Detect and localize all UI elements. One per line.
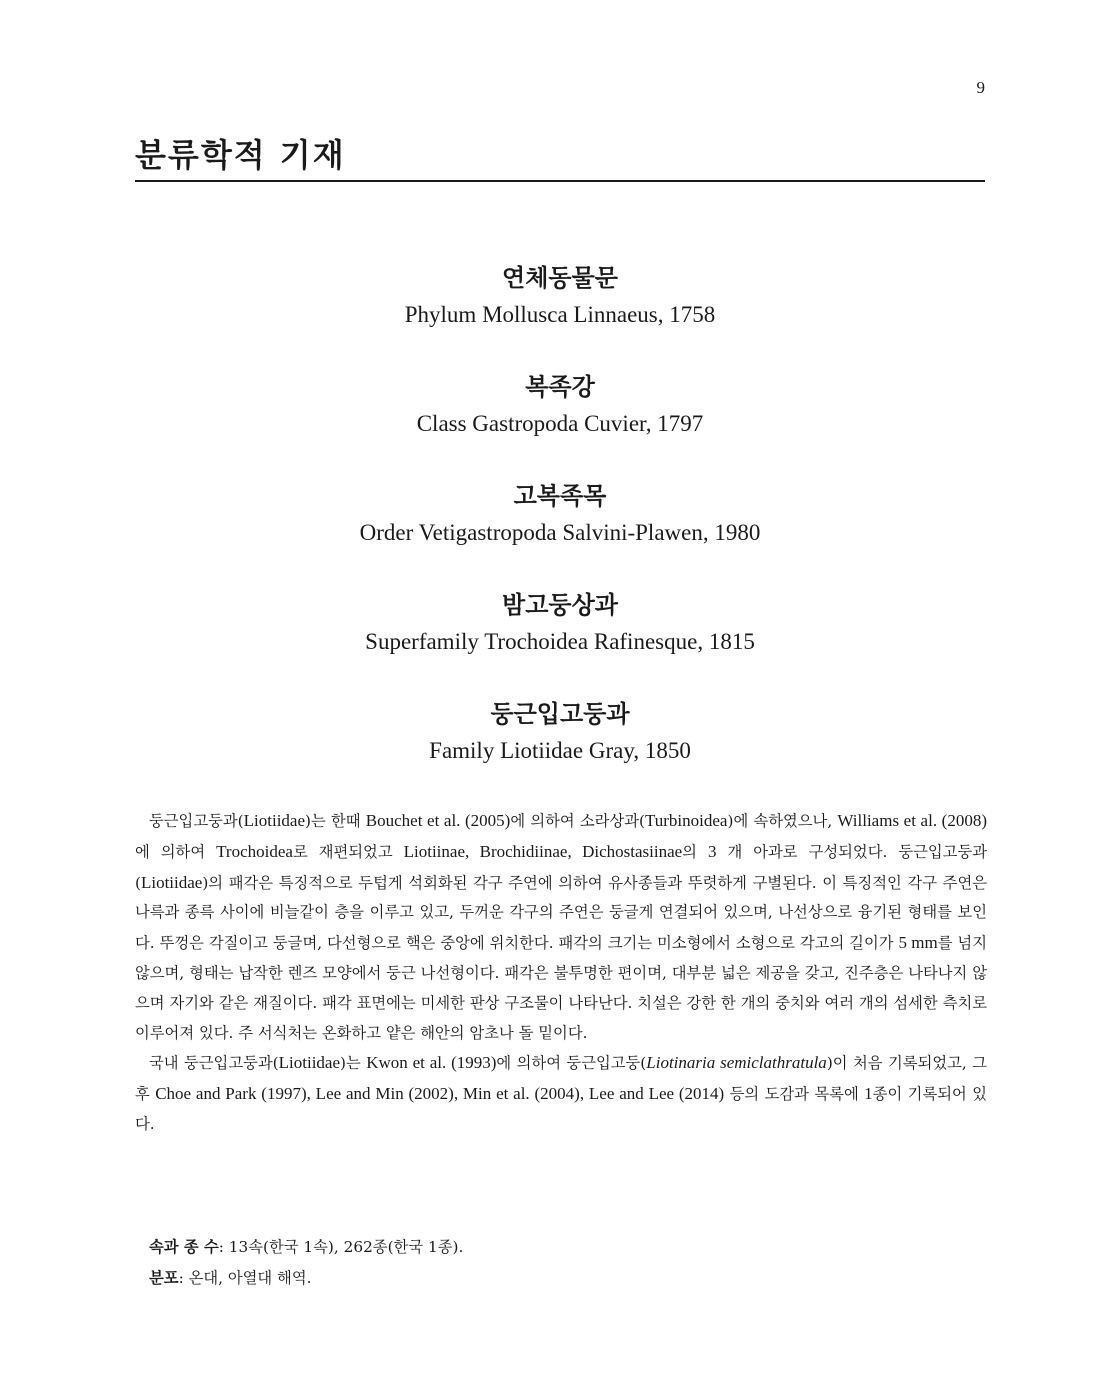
description-paragraph-1 — [135, 806, 987, 1048]
family-description — [135, 806, 987, 1140]
genera-species-count — [149, 1232, 979, 1263]
latin-text-run: Liotiidae — [140, 872, 203, 892]
distribution-value: : 온대, 아열대 해역. — [178, 1269, 312, 1287]
text-run: 로 재편되었고 — [292, 842, 404, 861]
taxon-scientific-name: Family Liotiidae Gray, 1850 — [429, 738, 691, 763]
taxon-scientific-name: Order Vetigastropoda Salvini-Plawen, 1980 — [359, 520, 761, 545]
text-run: 를 넘지 않으며, 형태는 납작한 렌즈 모양에서 둥근 나선형이다. 패각은 불투명한 편이며, 대부분 넓은 제공을 갖고, 진주층은 나타나지 않으며 자기와 같은 재질이다. 패각 표면에는 미세한 판상 구조물이 나타난다. 치설은 강한 한 개의 중치와 여러 개의 섬세한 측치로 이루어져 있다. 주 서식처는 온화하고 얕은 해안의 암초나 돌 밑이다. — [135, 934, 987, 1042]
text-run: 에 의하여 둥근입고둥( — [496, 1054, 647, 1073]
taxon-phylum — [135, 258, 985, 367]
latin-text-run: Bouchet et al. (2005) — [365, 811, 511, 830]
latin-text-run: Turbinoidea — [644, 811, 728, 830]
taxon-family — [135, 694, 985, 803]
description-paragraph-2 — [135, 1048, 987, 1139]
text-run: 개 아과로 구성되었다. 둥근입고둥과( — [135, 842, 988, 892]
taxon-korean-name: 고복족목 — [513, 481, 607, 510]
taxon-superfamily — [135, 585, 985, 694]
latin-text-run: Trochoidea — [216, 841, 293, 861]
text-run: 국내 둥근입고둥과( — [149, 1054, 279, 1073]
taxon-korean-name: 둥근입고둥과 — [490, 699, 630, 728]
text-run: )이 처음 기록되었고, 그 후 — [135, 1054, 987, 1104]
genera-species-value: : 13속(한국 1속), 262종(한국 1종). — [218, 1238, 464, 1256]
latin-text-run: Williams et al. (2008) — [837, 811, 987, 830]
distribution — [149, 1263, 979, 1294]
chapter-title: 분류학적 기재 — [135, 130, 985, 182]
taxon-order — [135, 476, 985, 585]
family-summary — [149, 1232, 979, 1294]
page-number: 9 — [976, 78, 985, 97]
latin-text-run: Choe and Park (1997), Lee and Min (2002), Min et al. (2004), Lee and Lee (2014) — [155, 1084, 725, 1104]
latin-text-run: Liotiinae, Brochidiinae, Dichostasiinae — [403, 841, 683, 861]
text-run: 의 — [682, 842, 708, 861]
text-run: )는 — [340, 1054, 367, 1073]
text-run: 둥근입고둥과( — [149, 812, 244, 830]
latin-text-run: Liotiidae — [278, 1053, 341, 1073]
latin-text-run: Kwon et al. (1993) — [366, 1053, 497, 1073]
text-run: 등의 도감과 목록에 — [724, 1085, 865, 1104]
text-run: 에 의하여 — [135, 842, 217, 861]
taxon-scientific-name: Class Gastropoda Cuvier, 1797 — [416, 411, 704, 436]
species-name: Liotinaria semiclathratula — [646, 1053, 827, 1073]
genera-species-label: 속과 종 수 — [149, 1238, 219, 1256]
taxon-korean-name: 밤고둥상과 — [502, 590, 618, 619]
taxon-korean-name: 연체동물문 — [502, 263, 618, 292]
text-run: )의 패각은 특징적으로 두텁게 석회화된 각구 주연에 의하여 유사종들과 뚜렷하게 구별된다. 이 특징적인 각구 주연은 나륵과 종륵 사이에 비늘같이 층을 이루고 있고, 두꺼운 각구의 주연은 둥글게 연결되어 있으며, 나선상으로 융기된 형태를 보인다. 뚜껑은 각질이고 둥글며, 다선형으로 핵은 중앙에 위치한다. 패각의 크기는 미소형에서 소형으로 각고의 길이가 — [135, 873, 987, 953]
text-run: )에 속하였으나, — [727, 812, 838, 830]
latin-text-run: 3 — [707, 841, 717, 861]
distribution-label: 분포 — [149, 1269, 179, 1287]
text-run: 종이 기록되어 있다. — [135, 1085, 987, 1133]
latin-text-run: 1 — [864, 1084, 873, 1104]
taxon-korean-name: 복족강 — [525, 372, 595, 401]
latin-text-run: Liotiidae — [243, 811, 306, 830]
text-run: 에 의하여 소라상과( — [510, 812, 645, 830]
latin-text-run: 5 mm — [898, 933, 938, 953]
taxon-class — [135, 367, 985, 476]
taxon-scientific-name: Superfamily Trochoidea Rafinesque, 1815 — [365, 629, 755, 654]
taxon-scientific-name: Phylum Mollusca Linnaeus, 1758 — [404, 302, 716, 327]
taxonomy-hierarchy — [135, 258, 985, 803]
text-run: )는 한때 — [305, 812, 366, 830]
